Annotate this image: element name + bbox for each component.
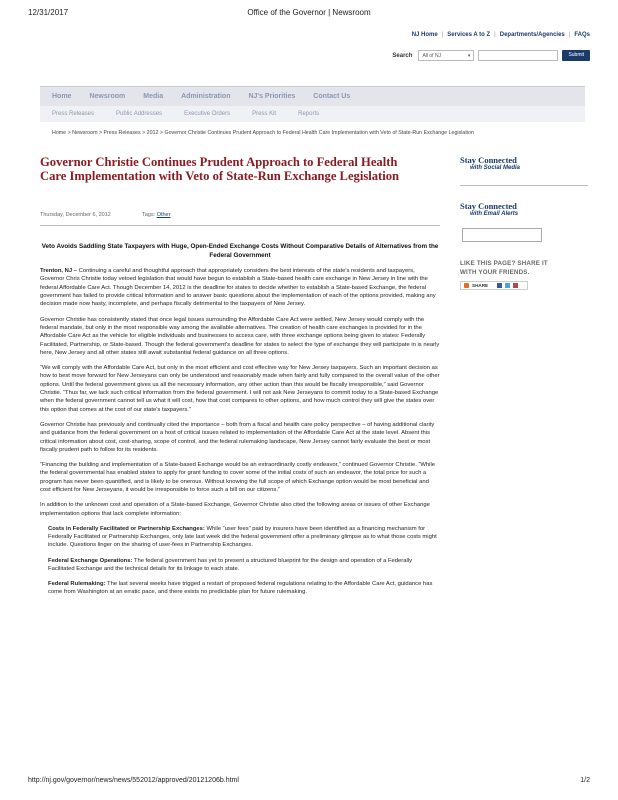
share-label: SHARE xyxy=(472,283,489,288)
share-prompt-line2: WITH YOUR FRIENDS. xyxy=(460,269,530,276)
search-bar xyxy=(392,50,590,61)
article-meta xyxy=(40,212,440,226)
separator: | xyxy=(568,32,571,38)
list-item-heading: Federal Rulemaking: xyxy=(48,581,106,588)
print-page-number: 1/2 xyxy=(580,777,590,784)
tags-label: Tags: xyxy=(142,212,156,218)
print-date: 12/31/2017 xyxy=(28,8,69,17)
paragraph xyxy=(40,267,440,309)
email-alerts-link[interactable]: with Email Alerts xyxy=(470,211,519,217)
list-item xyxy=(40,580,440,597)
print-header xyxy=(28,8,590,20)
list-item-text: The federal government has yet to present a structured blueprint for the design and operation of a Federally Facilitated Exchange and the technical details for its linkage to each state. xyxy=(48,557,413,572)
search-label: Search xyxy=(392,52,413,59)
nav-nj-priorities[interactable]: NJ's Priorities xyxy=(248,93,296,100)
sub-nav xyxy=(40,106,585,122)
article-title: Governor Christie Continues Prudent Approach to Federal Health Care Implementation with Veto of State-Run Exchange Legislation xyxy=(40,155,400,183)
divider xyxy=(460,185,588,186)
nav-media[interactable]: Media xyxy=(143,93,164,100)
list-item-heading: Costs in Federally Facilitated or Partnership Exchanges: xyxy=(48,525,205,532)
nav-newsroom[interactable]: Newsroom xyxy=(89,93,126,100)
search-input[interactable] xyxy=(478,50,558,61)
share-button[interactable] xyxy=(460,281,528,290)
subnav-executive-orders[interactable]: Executive Orders xyxy=(184,111,231,117)
share-icon xyxy=(464,283,469,288)
search-scope-value: All of NJ xyxy=(422,52,442,59)
print-url: http://nj.gov/governor/news/news/552012/approved/20121206b.html xyxy=(28,777,239,784)
social-media-link[interactable]: with Social Media xyxy=(470,165,521,171)
nav-home[interactable]: Home xyxy=(52,93,72,100)
more-icon xyxy=(513,283,518,288)
dateline: Trenton, NJ – xyxy=(40,268,78,274)
paragraph: In addition to the unknown cost and operation of a State-based Exchange, Governor Christie also cited the following areas or issues of other Exchange implementation options that lack complete information: xyxy=(40,502,430,517)
tag-link[interactable]: Other xyxy=(156,212,171,218)
social-title: Stay Connected xyxy=(460,155,517,165)
article-tags xyxy=(142,212,170,218)
email-input[interactable] xyxy=(462,228,542,242)
list-item-heading: Federal Exchange Operations: xyxy=(48,557,133,564)
email-title: Stay Connected xyxy=(460,201,517,211)
share-prompt-line1: LIKE THIS PAGE? SHARE IT xyxy=(460,260,548,267)
chevron-down-icon: ▾ xyxy=(467,52,471,59)
sidebar xyxy=(460,155,590,290)
subnav-public-addresses[interactable]: Public Addresses xyxy=(116,111,163,117)
list-item-text: The last several weeks have trigged a restart of proposed federal regulations relating to the Affordable Care Act, guidance has come from Washington at an erratic pace, and there exists no predictable plan for future rulemaking. xyxy=(48,581,433,596)
share-prompt xyxy=(460,259,590,277)
link-departments-agencies[interactable]: Departments/Agencies xyxy=(499,32,565,38)
main-nav xyxy=(40,86,585,106)
paragraph-text: Continuing a careful and thoughtful approach that appropriately considers the best interests of the state's residents and taxpayers, Governor Chris Christie today vetoed legislation that would have begun to establish a State-based health care exchange in New Jersey in line with the federal Affordable Care Act. Though December 14, 2012 is the deadline for states to decide whether to establish a State-based Exchange, the federal government has failed to provide critical information and to answer basic questions about the implementation of each of the options provided, making any decision made now hasty, incomplete, and perhaps fiscally detrimental to the taxpayers of New Jersey. xyxy=(40,268,436,308)
link-faqs[interactable]: FAQs xyxy=(574,32,590,38)
subnav-press-releases[interactable]: Press Releases xyxy=(52,111,95,117)
subnav-press-kit[interactable]: Press Kit xyxy=(252,111,277,117)
search-scope-select[interactable] xyxy=(418,50,474,61)
print-footer xyxy=(28,777,590,784)
article-subhead: Veto Avoids Saddling State Taxpayers with Huge, Open-Ended Exchange Costs Without Comparative Details of Alternatives from the Federal Government xyxy=(41,243,439,259)
list-item-text: While “user fees” paid by insurers have been identified as a financing mechanism for Federally Facilitated or Partnership Exchanges, only late last week did the federal government offer a preliminary glimpse as to what those costs might include. Questions linger on the sharing of user-fees in Partnership Exchanges. xyxy=(48,525,437,549)
list-item xyxy=(40,525,440,550)
search-submit-button[interactable]: Submit xyxy=(562,50,590,61)
separator: | xyxy=(441,32,444,38)
paragraph: “We will comply with the Affordable Care Act, but only in the most efficient and cost effective way for New Jersey taxpayers. Such an important decision as how to best move forward for New Jerseyans can only be understood and reasonably made when fairly and fully compared to the overall value of the other options. Until the federal government gives us all the necessary information, any other action than this would be fiscally irresponsible,” said Governor Christie. “Thus far, we lack such critical information from the federal government. I will not ask New Jerseyans to commit today to a State-based Exchange when the federal government cannot tell us what it will cost, how that cost compares to other options, and how much control they will give the states over this option that comes at the cost of our state's taxpayers.” xyxy=(40,365,440,413)
print-page-title: Office of the Governor | Newsroom xyxy=(247,8,371,17)
twitter-icon xyxy=(505,283,510,288)
facebook-icon xyxy=(497,283,502,288)
article-body xyxy=(40,267,440,604)
breadcrumb[interactable]: Home > Newsroom > Press Releases > 2012 > Governor Christie Continues Prudent Approach to Federal Health Care Implementation with Veto of State-Run Exchange Legislation xyxy=(52,130,474,136)
subnav-reports[interactable]: Reports xyxy=(298,111,320,117)
paragraph: Governor Christie has consistently stated that once legal issues surrounding the Affordable Care Act were settled, New Jersey would comply with the federal mandate, but only in the most responsible way among the available alternatives. The creation of health care exchanges is provided for in the Affordable Care Act as the vehicle for eligible individuals and businesses to access care, with three exchange options being given to states: Federally Facilitated, Partnership, or State-based. Though the federal government's deadline for states to select the type of exchange they will participate in is nearly here, New Jersey and all other states still await substantial federal guidance on all three options. xyxy=(40,316,440,356)
link-services-a-to-z[interactable]: Services A to Z xyxy=(447,32,491,38)
list-item xyxy=(40,557,440,574)
article-date: Thursday, December 6, 2012 xyxy=(40,212,111,218)
nav-contact-us[interactable]: Contact Us xyxy=(313,93,351,100)
paragraph: “Financing the building and implementation of a State-based Exchange would be an extraordinarily costly endeavor,” continued Governor Christie. “While the federal governmental has enabled states to apply for grant funding to cover some of the initial costs of such an endeavor, the total price for such a program has never been quantified, and is likely to be onerous. Without knowing the full scope of which Exchange option would be most beneficial and cost efficient for New Jerseyans, it would be irresponsible to force such a bill on our citizens.” xyxy=(40,462,435,494)
link-nj-home[interactable]: NJ Home xyxy=(411,32,438,38)
top-links xyxy=(412,32,590,38)
site-navigation xyxy=(40,86,585,122)
nav-administration[interactable]: Administration xyxy=(181,93,231,100)
separator: | xyxy=(494,32,496,38)
paragraph: Governor Christie has previously and continually cited the importance – both from a fiscal and health care policy perspective – of having additional clarity and guidance from the federal government on a host of critical issues related to implementation of the Affordable Care Act at the state level. Absent this critical information about cost, cost-sharing, scope of control, and the federal rulemaking landscape, New Jersey cannot fairly evaluate the best or most fiscally prudent path to follow for its residents. xyxy=(40,421,435,453)
